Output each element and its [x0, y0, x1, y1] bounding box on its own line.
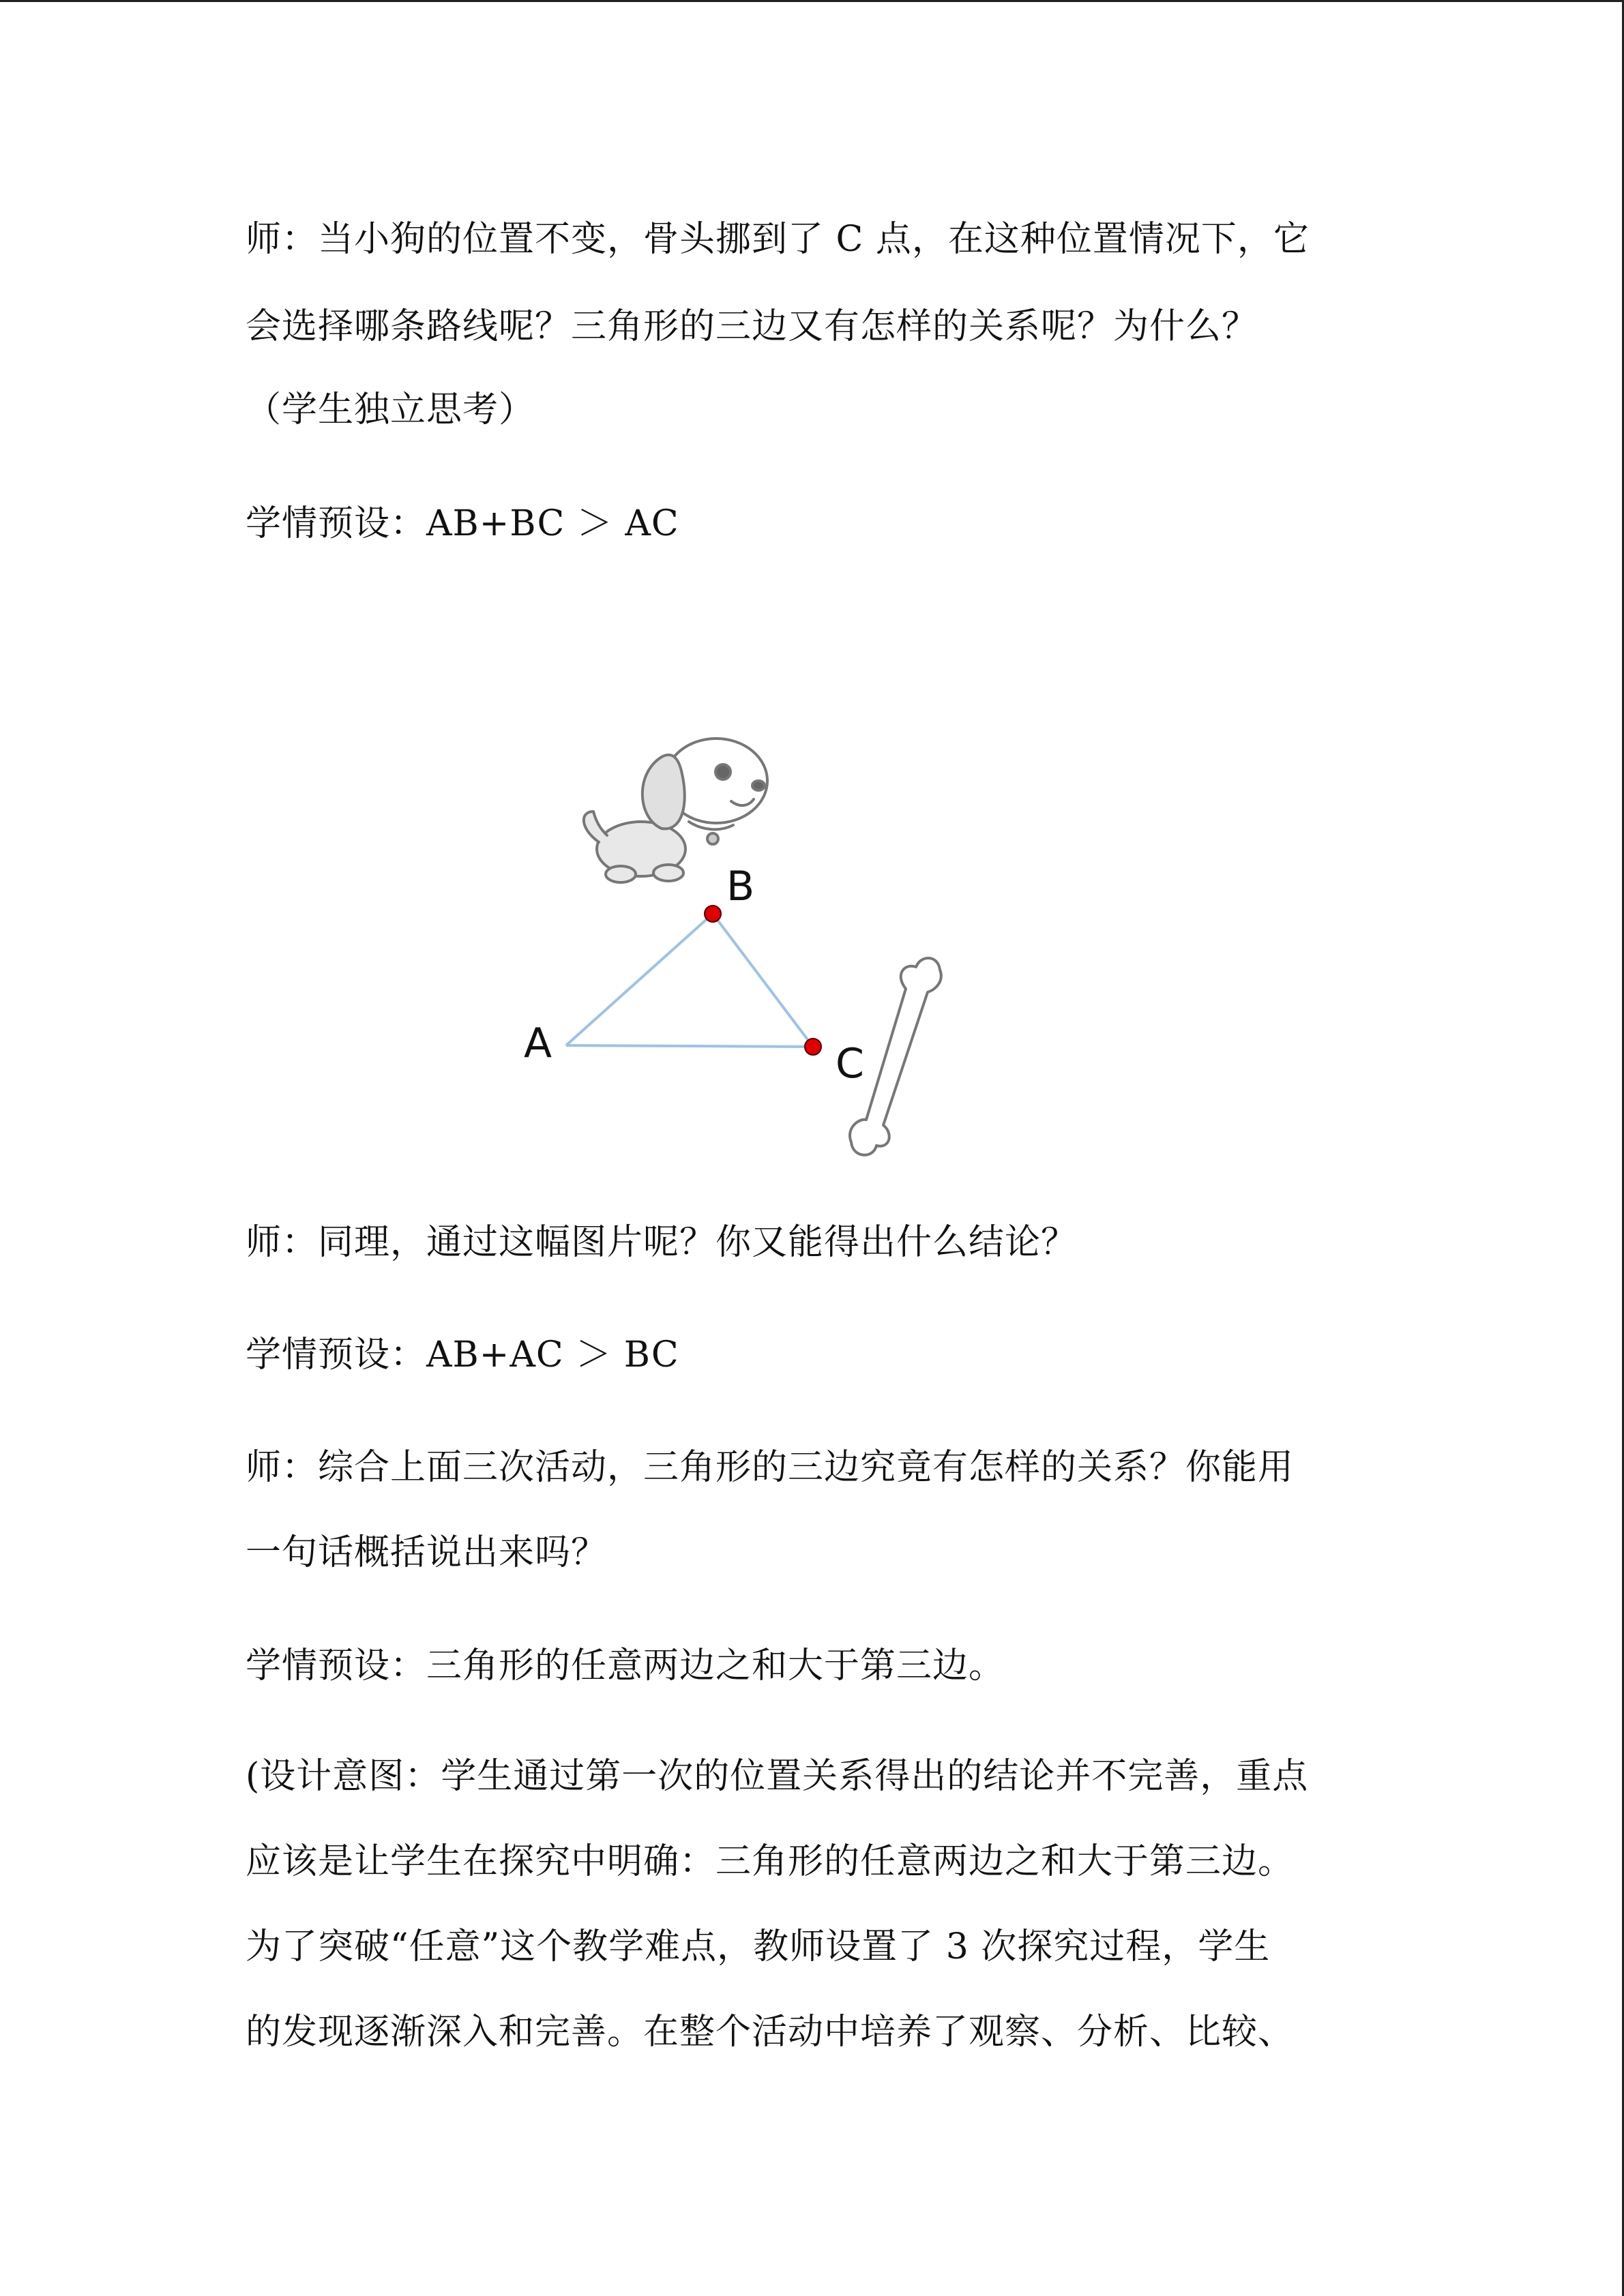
- triangle-figure: [477, 709, 1037, 1159]
- page-border-top: [0, 0, 1624, 2]
- text-line-7: 师：综合上面三次活动，三角形的三边究竟有怎样的关系？你能用: [246, 1447, 1295, 1488]
- side-ab: [566, 914, 713, 1045]
- text-line-6: 学情预设：AB+AC ＞ BC: [246, 1335, 679, 1375]
- text-line-2: 会选择哪条路线呢？三角形的三边又有怎样的关系呢？为什么？: [246, 306, 1258, 347]
- label-b: B: [726, 863, 755, 910]
- point-c: [805, 1039, 821, 1055]
- side-bc: [713, 914, 813, 1047]
- side-ac: [566, 1045, 813, 1047]
- text-line-9: 学情预设：三角形的任意两边之和大于第三边。: [246, 1645, 1005, 1686]
- text-line-13: 的发现逐渐深入和完善。在整个活动中培养了观察、分析、比较、: [246, 2012, 1295, 2053]
- label-a: A: [524, 1019, 552, 1067]
- text-line-5: 师：同理，通过这幅图片呢？你又能得出什么结论？: [246, 1222, 1078, 1263]
- text-line-11: 应该是让学生在探究中明确：三角形的任意两边之和大于第三边。: [246, 1841, 1295, 1882]
- point-b: [705, 906, 721, 922]
- dog-icon: [584, 739, 767, 882]
- text-line-8: 一句话概括说出来吗？: [246, 1532, 608, 1573]
- text-line-4: 学情预设：AB+BC ＞ AC: [246, 503, 679, 544]
- text-line-3: （学生独立思考）: [246, 389, 535, 430]
- text-line-10: (设计意图：学生通过第一次的位置关系得出的结论并不完善，重点: [246, 1756, 1309, 1797]
- label-c: C: [836, 1040, 864, 1088]
- text-line-12: 为了突破“任意”这个教学难点，教师设置了 3 次探究过程，学生: [246, 1926, 1271, 1967]
- text-line-1: 师：当小狗的位置不变，骨头挪到了 C 点，在这种位置情况下，它: [246, 219, 1310, 260]
